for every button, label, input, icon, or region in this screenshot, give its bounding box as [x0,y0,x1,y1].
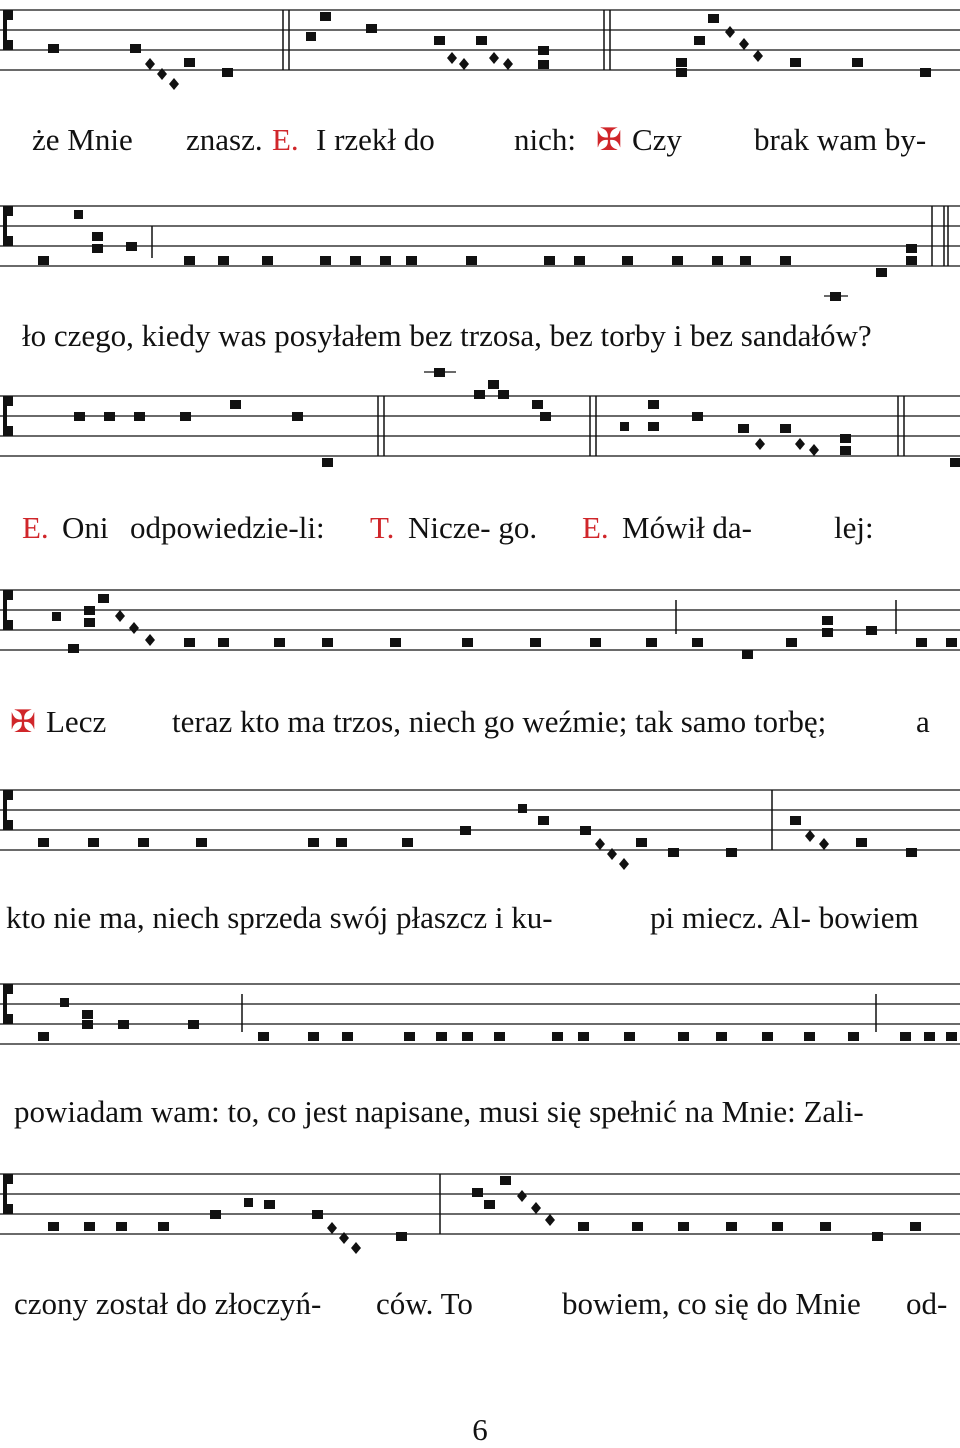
lyric-syllable: odpowiedzie-li: [130,510,325,545]
lyric-syllable: lej: [834,510,874,545]
rubric-marker: E. [582,510,609,545]
staff-1 [0,2,960,92]
lyric-syllable: ło czego, kiedy was posyłałem bez trzosa, bez torby i bez sandałów? [22,318,872,353]
lyric-syllable: I rzekł do [316,122,435,157]
lyric-syllable: Czy [632,122,682,157]
lyric-syllable: brak wam by- [754,122,927,157]
rubric-marker: E. [272,122,299,157]
staff-7 [0,1166,960,1256]
rubric-marker: T. [370,510,395,545]
lyric-line-7 [0,1286,960,1326]
lyric-syllable: Nicze- go. [408,510,538,545]
staff-5 [0,782,960,872]
lyric-line-2 [0,318,960,358]
cross-icon: ✠ [596,122,622,157]
lyric-syllable: a [916,704,930,739]
lyric-syllable: że Mnie [32,122,133,157]
lyric-line-6 [0,1094,960,1134]
lyric-syllable: znasz. [186,122,263,157]
lyric-syllable: teraz kto ma trzos, niech go weźmie; tak samo torbę; [172,704,827,739]
lyric-line-5 [0,900,960,940]
lyric-syllable: bowiem, co się do Mnie [562,1286,861,1321]
lyric-syllable: pi miecz. Al- bowiem [650,900,919,935]
staff-6 [0,976,960,1066]
staff-2 [0,198,960,288]
staff-4 [0,582,960,672]
lyric-syllable: Mówił da- [622,510,753,545]
lyric-syllable: nich: [514,122,576,157]
rubric-marker: E. [22,510,49,545]
lyric-line-4 [0,704,960,744]
lyric-line-3 [0,510,960,550]
staff-3 [0,388,960,478]
lyric-syllable: czony został do złoczyń- [14,1286,322,1321]
lyric-syllable: ców. To [376,1286,473,1321]
lyric-syllable: powiadam wam: to, co jest napisane, musi się spełnić na Mnie: Zali- [14,1094,864,1129]
lyric-syllable: Lecz [46,704,107,739]
lyric-syllable: od- [906,1286,948,1321]
lyric-syllable: Oni [62,510,109,545]
lyric-line-1 [0,122,960,162]
cross-icon: ✠ [10,704,36,739]
lyric-syllable: kto nie ma, niech sprzeda swój płaszcz i ku- [6,900,553,935]
page-number: 6 [472,1412,488,1447]
